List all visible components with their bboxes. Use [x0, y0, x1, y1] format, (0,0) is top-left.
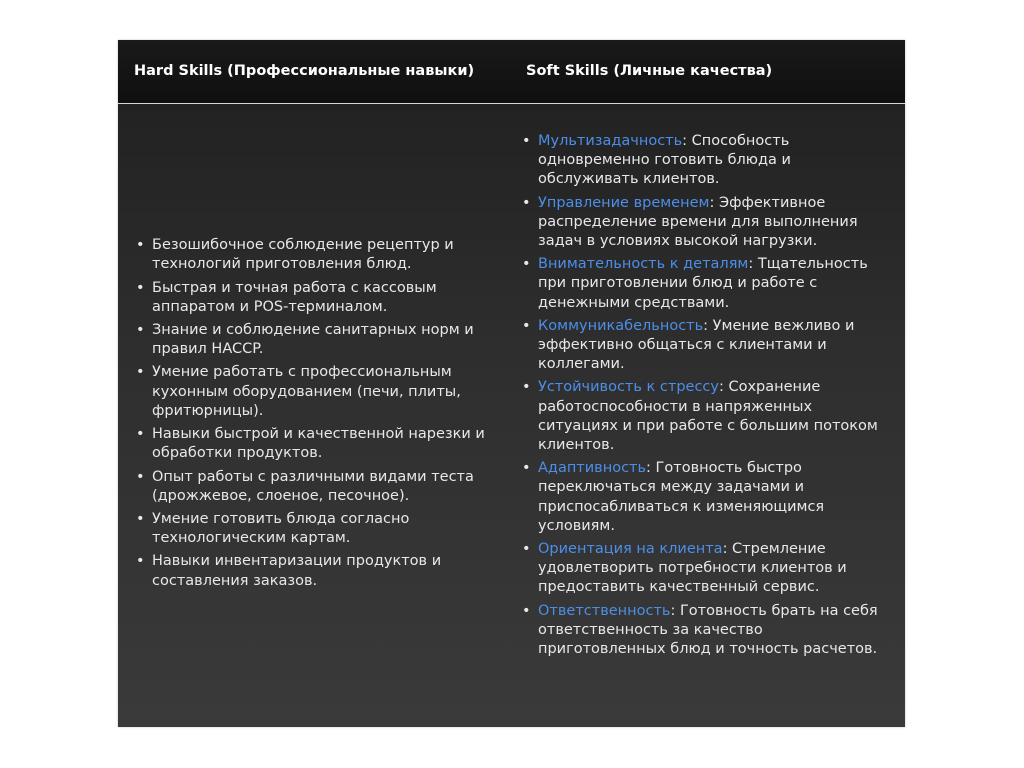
soft-skill-item [520, 317, 891, 375]
soft-skill-item [520, 378, 891, 455]
soft-skill-desc: : Готовность брать на себя ответственность за качество приготовленных блюд и точность расчетов. [538, 602, 878, 658]
soft-skill-term: Мультизадачность [538, 133, 683, 149]
bullet-icon: • [136, 322, 145, 339]
header-hard-skills: Hard Skills (Профессиональные навыки) [134, 63, 475, 79]
hard-skill-item: • Безошибочное соблюдение рецептур и технологий приготовления блюд. [136, 237, 454, 273]
bullet-icon: • [522, 541, 531, 558]
soft-skill-item [520, 602, 891, 660]
table-body [118, 104, 905, 727]
hard-skill-item: • Умение работать с профессиональным кухонным оборудованием (печи, плиты, фритюрницы). [136, 364, 461, 419]
soft-skill-term: Внимательность к деталям [538, 256, 749, 273]
bullet-icon: • [522, 317, 531, 334]
bullet-icon: • [522, 133, 531, 149]
bullet-icon: • [522, 460, 531, 477]
soft-skill-desc: : Стремление удовлетворить потребности клиентов и предоставить качественный сервис. [538, 541, 847, 596]
hard-skills-cell [118, 104, 510, 727]
soft-skill-item [520, 459, 891, 536]
soft-skill-desc: : Тщательность при приготовлении блюд и работе с денежными средствами. [538, 256, 868, 311]
soft-skill-desc: : Эффективное распределение времени для выполнения задач в условиях высокой нагрузки. [538, 194, 858, 250]
soft-skills-list [520, 132, 891, 663]
hard-skill-item: • Умение готовить блюда согласно технологическим картам. [136, 510, 410, 547]
soft-skill-term: Ответственность [538, 602, 671, 619]
soft-skill-desc: : Сохранение работоспособности в напряженных ситуациях и при работе с большим потоком клиентов. [538, 379, 878, 454]
hard-skill-item: • Быстрая и точная работа с кассовым аппаратом и POS-терминалом. [136, 279, 437, 315]
bullet-icon: • [136, 510, 145, 527]
bullet-icon: • [136, 364, 145, 381]
soft-skill-desc: : Умение вежливо и эффективно общаться с клиентами и коллегами. [538, 317, 855, 373]
hard-skill-item: • Навыки быстрой и качественной нарезки и обработки продуктов. [136, 426, 485, 462]
hard-skill-item: • Навыки инвентаризации продуктов и составления заказов. [136, 553, 442, 589]
bullet-icon: • [136, 279, 145, 296]
bullet-icon: • [522, 379, 531, 396]
hard-skill-item: • Знание и соблюдение санитарных норм и правил HACCP. [136, 322, 474, 358]
soft-skill-item [520, 540, 891, 598]
soft-skill-desc: : Способность одновременно готовить блюда и обслуживать клиентов. [538, 133, 791, 188]
soft-skill-item [520, 132, 891, 190]
bullet-icon: • [522, 194, 531, 211]
soft-skill-term: Ориентация на клиента [538, 541, 723, 558]
soft-skill-term: Устойчивость к стрессу [538, 379, 719, 396]
soft-skill-term: Адаптивность [538, 460, 647, 477]
soft-skill-desc: : Готовность быстро переключаться между задачами и приспосабливаться к изменяющимся условиям. [538, 460, 825, 534]
bullet-icon: • [136, 426, 145, 443]
bullet-icon: • [136, 237, 145, 254]
hard-skills-list [134, 236, 496, 594]
soft-skill-term: Управление временем [538, 194, 710, 211]
bullet-icon: • [522, 602, 531, 619]
skills-table [118, 40, 905, 727]
soft-skills-cell [510, 104, 905, 727]
bullet-icon: • [522, 256, 531, 273]
soft-skill-item [520, 255, 891, 313]
table-header [118, 40, 905, 104]
bullet-icon: • [136, 553, 145, 570]
hard-skill-item: • Опыт работы с различными видами теста (дрожжевое, слоеное, песочное). [136, 468, 474, 504]
soft-skill-item [520, 194, 891, 252]
soft-skill-term: Коммуникабельность [538, 317, 704, 334]
header-soft-skills: Soft Skills (Личные качества) [526, 63, 773, 79]
bullet-icon: • [136, 468, 145, 485]
